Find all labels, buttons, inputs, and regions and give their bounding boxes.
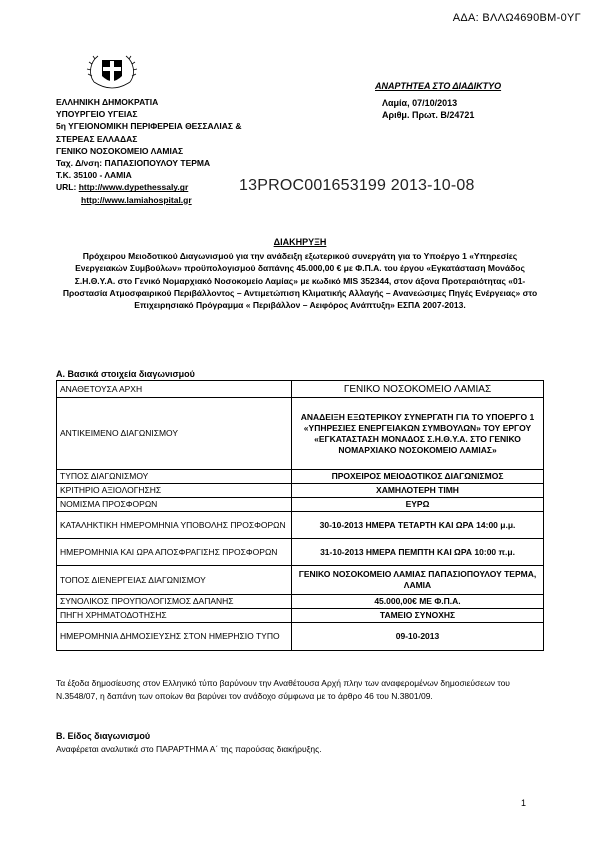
row-value: 30-10-2013 ΗΜΕΡΑ ΤΕΤΑΡΤΗ ΚΑΙ ΩΡΑ 14:00 μ.μ. bbox=[292, 512, 544, 539]
sender-line: 5η ΥΓΕΙΟΝΟΜΙΚΗ ΠΕΡΙΦΕΡΕΙΑ ΘΕΣΣΑΛΙΑΣ & bbox=[56, 121, 242, 132]
row-label: ΤΥΠΟΣ ΔΙΑΓΩΝΙΣΜΟΥ bbox=[57, 470, 292, 484]
section-b-text: Αναφέρεται αναλυτικά στο ΠΑΡΑΡΤΗΜΑ Α΄ της παρούσας διακήρυξης. bbox=[56, 744, 322, 754]
row-label: ΚΡΙΤΗΡΙΟ ΑΞΙΟΛΟΓΗΣΗΣ bbox=[57, 484, 292, 498]
greek-coat-of-arms-icon bbox=[86, 52, 138, 94]
row-label: ΑΝΑΘΕΤΟΥΣΑ ΑΡΧΗ bbox=[57, 381, 292, 398]
row-value: ΠΡΟΧΕΙΡΟΣ ΜΕΙΟΔΟΤΙΚΟΣ ΔΙΑΓΩΝΙΣΜΟΣ bbox=[292, 470, 544, 484]
sender-line: ΕΛΛΗΝΙΚΗ ΔΗΜΟΚΡΑΤΙΑ bbox=[56, 97, 159, 107]
contest-info-table bbox=[56, 380, 544, 651]
url-line-2 bbox=[56, 194, 286, 206]
protocol-number: Αριθμ. Πρωτ. Β/24721 bbox=[382, 110, 475, 120]
sender-line: ΥΠΟΥΡΓΕΙΟ ΥΓΕΙΑΣ bbox=[56, 109, 138, 120]
sender-line: ΣΤΕΡΕΑΣ ΕΛΛΑΔΑΣ bbox=[56, 133, 138, 144]
row-value: ΤΑΜΕΙΟ ΣΥΝΟΧΗΣ bbox=[292, 609, 544, 623]
table-row bbox=[57, 498, 544, 512]
row-value: ΧΑΜΗΛΟΤΕΡΗ ΤΙΜΗ bbox=[292, 484, 544, 498]
row-label: ΠΗΓΗ ΧΡΗΜΑΤΟΔΟΤΗΣΗΣ bbox=[57, 609, 292, 623]
url-label: URL: bbox=[56, 182, 77, 193]
sender-line: ΓΕΝΙΚΟ ΝΟΣΟΚΟΜΕΙΟ ΛΑΜΙΑΣ bbox=[56, 145, 184, 156]
date-and-protocol bbox=[382, 97, 474, 121]
declaration-body: Πρόχειρου Μειοδοτικού Διαγωνισμού για την ανάδειξη εξωτερικού συνεργάτη για το Υποέργο 1 «Υπηρεσίες Ενεργειακών Συμβούλων» προϋπολογισμού δαπάνης 45.000,00 € με Φ.Π.Α. του έργου «Εγκατάσταση Μονάδος Σ.Η.Θ.Υ.Α. στο Γενικό Νομαρχιακό Νοσοκομείο Λαμίας» με κωδικό MIS 352344, στον άξονα Προτεραιότητας «01-Προστασία Ατμοσφαιρικού Περιβάλλοντος – Αντιμετώπιση Κλιματικής Αλλαγής – Ανανεώσιμες Πηγές Ενέργειας» στο Επιχειρησιακό Πρόγραμμα « Περιβάλλον – Αειφόρος Ανάπτυξη» ΕΣΠΑ 2007-2013. bbox=[62, 251, 538, 311]
row-value: ΓΕΝΙΚΟ ΝΟΣΟΚΟΜΕΙΟ ΛΑΜΙΑΣ bbox=[292, 381, 544, 398]
publish-notice: ΑΝΑΡΤΗΤΕΑ ΣΤΟ ΔΙΑΔΙΚΤΥΟ bbox=[375, 81, 502, 91]
table-row bbox=[57, 484, 544, 498]
place-date: Λαμία, 07/10/2013 bbox=[382, 98, 458, 108]
row-label: ΗΜΕΡΟΜΗΝΙΑ ΚΑΙ ΩΡΑ ΑΠΟΣΦΡΑΓΙΣΗΣ ΠΡΟΣΦΟΡΩΝ bbox=[57, 539, 292, 566]
system-id-stamp: 13PROC001653199 2013-10-08 bbox=[239, 177, 475, 194]
url-link-dypethessaly[interactable]: http://www.dypethessaly.gr bbox=[78, 182, 189, 193]
row-label: ΑΝΤΙΚΕΙΜΕΝΟ ΔΙΑΓΩΝΙΣΜΟΥ bbox=[57, 398, 292, 470]
table-row bbox=[57, 609, 544, 623]
table-row bbox=[57, 398, 544, 470]
table-row bbox=[57, 470, 544, 484]
table-row bbox=[57, 595, 544, 609]
row-value: ΓΕΝΙΚΟ ΝΟΣΟΚΟΜΕΙΟ ΛΑΜΙΑΣ ΠΑΠΑΣΙΟΠΟΥΛΟΥ ΤΕΡΜΑ, ΛΑΜΙΑ bbox=[292, 566, 544, 595]
table-row bbox=[57, 512, 544, 539]
publication-costs-note: Τα έξοδα δημοσίευσης στον Ελληνικό τύπο βαρύνουν την Αναθέτουσα Αρχή πλην των αναφερομένων δημοσιεύσεων του Ν.3548/07, η δαπάνη των οποίων θα βαρύνει τον ανάδοχο σύμφωνα με το άρθρο 46 του Ν.3801/09. bbox=[56, 678, 510, 701]
row-label: ΚΑΤΑΛΗΚΤΙΚΗ ΗΜΕΡΟΜΗΝΙΑ ΥΠΟΒΟΛΗΣ ΠΡΟΣΦΟΡΩΝ bbox=[57, 512, 292, 539]
table-row bbox=[57, 539, 544, 566]
section-b-title: Β. Είδος διαγωνισμού bbox=[56, 731, 151, 741]
table-row bbox=[57, 566, 544, 595]
row-label: ΝΟΜΙΣΜΑ ΠΡΟΣΦΟΡΩΝ bbox=[57, 498, 292, 512]
sender-line: Τ.Κ. 35100 - ΛΑΜΙΑ bbox=[56, 170, 132, 181]
row-label: ΤΟΠΟΣ ΔΙΕΝΕΡΓΕΙΑΣ ΔΙΑΓΩΝΙΣΜΟΥ bbox=[57, 566, 292, 595]
row-label: ΣΥΝΟΛΙΚΟΣ ΠΡΟΥΠΟΛΟΓΙΣΜΟΣ ΔΑΠΑΝΗΣ bbox=[57, 595, 292, 609]
url-link-lamiahospital[interactable]: http://www.lamiahospital.gr bbox=[81, 194, 192, 205]
page-number: 1 bbox=[521, 798, 527, 808]
row-value: ΕΥΡΩ bbox=[292, 498, 544, 512]
row-value: 31-10-2013 ΗΜΕΡΑ ΠΕΜΠΤΗ ΚΑΙ ΩΡΑ 10:00 π.μ. bbox=[292, 539, 544, 566]
declaration-title: ΔΙΑΚΗΡΥΞΗ bbox=[273, 237, 327, 247]
table-row bbox=[57, 381, 544, 398]
table-row bbox=[57, 623, 544, 651]
row-value: ΑΝΑΔΕΙΞΗ ΕΞΩΤΕΡΙΚΟΥ ΣΥΝΕΡΓΑΤΗ ΓΙΑ ΤΟ ΥΠΟΕΡΓΟ 1 «ΥΠΗΡΕΣΙΕΣ ΕΝΕΡΓΕΙΑΚΩΝ ΣΥΜΒΟΥΛΩΝ» ΤΟΥ ΕΡΓΟΥ «ΕΓΚΑΤΑΣΤΑΣΗ ΜΟΝΑΔΟΣ Σ.Η.Θ.Υ.Α. ΣΤΟ ΓΕΝΙΚΟ ΝΟΜΑΡΧΙΑΚΟ ΝΟΣΟΚΟΜΕΙΟ ΛΑΜΙΑΣ» bbox=[292, 398, 544, 470]
sender-line: Ταχ. Δ/νση: ΠΑΠΑΣΙΟΠΟΥΛΟΥ ΤΕΡΜΑ bbox=[56, 158, 211, 169]
section-a-title: Α. Βασικά στοιχεία διαγωνισμού bbox=[56, 369, 195, 379]
ada-code: ΑΔΑ: ΒΛΛΩ4690ΒΜ-0ΥΓ bbox=[452, 12, 581, 24]
row-value: 09-10-2013 bbox=[292, 623, 544, 651]
row-value: 45.000,00€ ΜΕ Φ.Π.Α. bbox=[292, 595, 544, 609]
row-label: ΗΜΕΡΟΜΗΝΙΑ ΔΗΜΟΣΙΕΥΣΗΣ ΣΤΟΝ ΗΜΕΡΗΣΙΟ ΤΥΠΟ bbox=[57, 623, 292, 651]
